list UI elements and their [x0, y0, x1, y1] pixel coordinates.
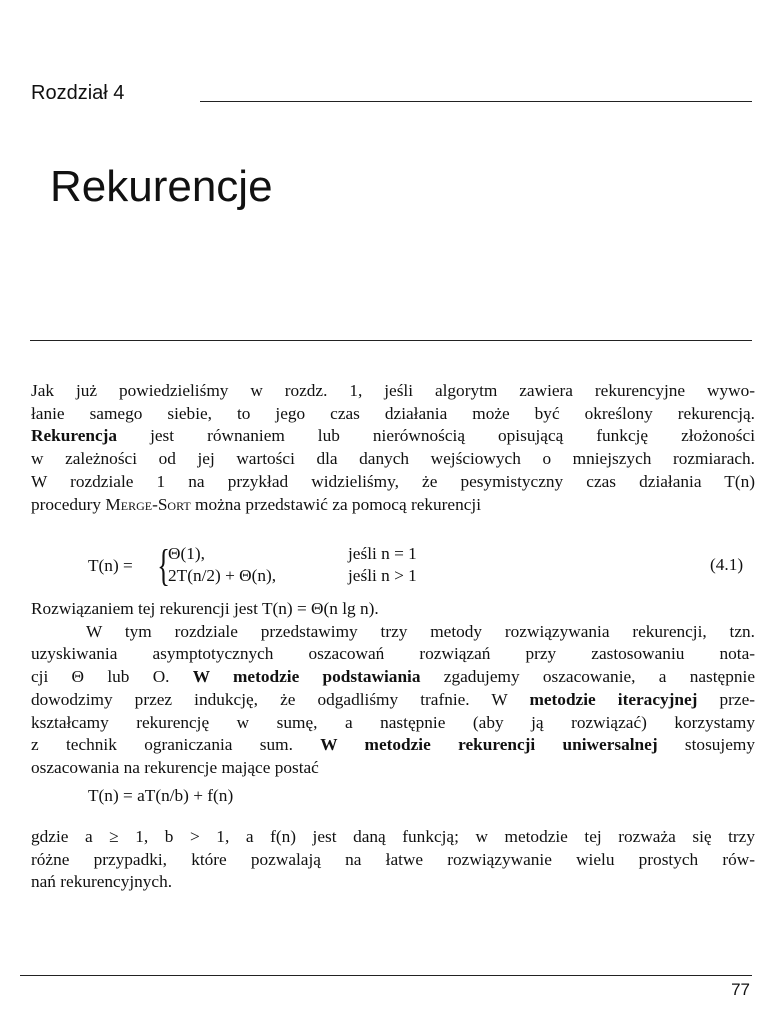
- text-line: [31, 494, 755, 517]
- text: dowodzimy przez indukcję, że odgadliśmy trafnie. W: [31, 689, 530, 709]
- intro-paragraph: [31, 380, 755, 516]
- text-line: [31, 734, 755, 757]
- text: procedury: [31, 494, 106, 514]
- text: z technik ograniczania sum.: [31, 735, 321, 755]
- text-line: Rozwiązaniem tej rekurencji jest T(n) = Θ(n lg n).: [31, 599, 379, 618]
- text-line: łanie samego siebie, to jego czas działania może być określony rekurencją.: [31, 403, 755, 423]
- text-line: W tym rozdziale przedstawimy trzy metody rozwiązywania rekurencji, tzn.: [86, 621, 755, 641]
- procedure-name: Merge-Sort: [105, 494, 191, 514]
- chapter-rule: [200, 101, 752, 102]
- term-bold: Rekurencja: [31, 426, 118, 446]
- equation-case-1: Θ(1),: [168, 544, 205, 563]
- text: prze-: [697, 689, 755, 709]
- chapter-label: Rozdział 4: [31, 82, 125, 104]
- equation-condition-1: jeśli n = 1: [348, 544, 417, 563]
- equation-lhs: T(n) =: [88, 556, 133, 575]
- term-bold: W metodzie podstawiania: [192, 667, 421, 687]
- text-line: [31, 425, 755, 448]
- text-line: W rozdziale 1 na przykład widzieliśmy, że pesymistyczny czas działania T(n): [31, 471, 755, 491]
- text-line: oszacowania na rekurencje mające postać: [31, 757, 319, 777]
- text-line: [31, 689, 755, 712]
- text: stosujemy: [657, 735, 755, 755]
- text: można przedstawić za pomocą rekurencji: [190, 494, 481, 514]
- text: jest równaniem lub nierównością opisującą funkcję złożoności: [117, 426, 755, 446]
- text-line: Jak już powiedzieliśmy w rozdz. 1, jeśli algorytm zawiera rekurencyjne wywo-: [31, 381, 755, 400]
- page-number: 77: [731, 980, 750, 999]
- text-line: nań rekurencyjnych.: [31, 872, 173, 892]
- brace-symbol: {: [157, 541, 170, 590]
- body-paragraph: [31, 598, 755, 780]
- text-line: w zależności od jej wartości dla danych wejściowych o mniejszych rozmiarach.: [31, 449, 755, 469]
- text-line: kształcamy rekurencję w sumę, a następnie (aby ją rozwiązać) korzystamy: [31, 712, 755, 732]
- text: zgadujemy oszacowanie, a następnie: [420, 667, 755, 687]
- chapter-title: Rekurencje: [50, 162, 273, 211]
- title-rule: [30, 340, 752, 341]
- footer-rule: [20, 975, 752, 976]
- text-line: [31, 666, 755, 689]
- text-line: różne przypadki, które pozwalają na łatwe rozwiązywanie wielu prostych rów-: [31, 849, 755, 869]
- equation-number: (4.1): [710, 555, 744, 574]
- closing-paragraph: [31, 826, 755, 894]
- equation-case-2: 2T(n/2) + Θ(n),: [168, 566, 277, 585]
- master-equation: T(n) = aT(n/b) + f(n): [88, 786, 234, 805]
- text-line: gdzie a ≥ 1, b > 1, a f(n) jest daną funkcją; w metodzie tej rozważa się trzy: [31, 827, 755, 846]
- term-bold: metodzie iteracyjnej: [529, 689, 698, 709]
- text: cji Θ lub O.: [31, 667, 193, 687]
- text-line: uzyskiwania asymptotycznych oszacowań rozwiązań przy zastosowaniu nota-: [31, 644, 755, 664]
- equation-condition-2: jeśli n > 1: [348, 566, 417, 585]
- term-bold: W metodzie rekurencji uniwersalnej: [320, 735, 658, 755]
